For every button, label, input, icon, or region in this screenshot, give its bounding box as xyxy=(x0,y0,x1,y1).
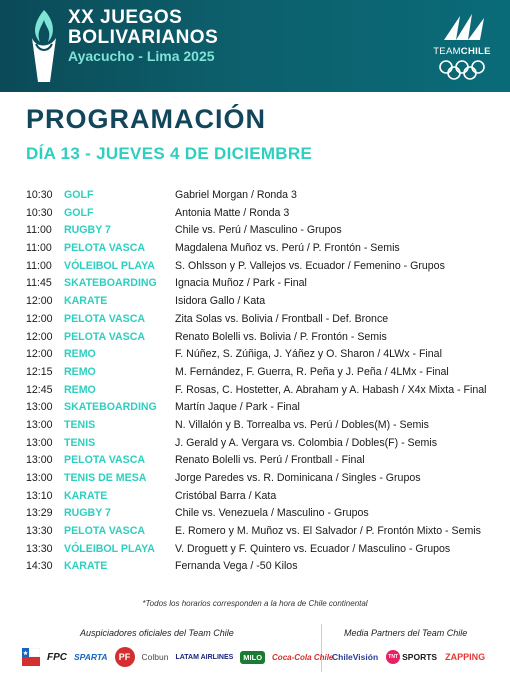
schedule-time: 12:00 xyxy=(26,330,53,343)
schedule-event: Antonia Matte / Ronda 3 xyxy=(175,206,290,219)
schedule-row xyxy=(26,541,504,559)
schedule-time: 12:45 xyxy=(26,383,53,396)
schedule-event: Chile vs. Perú / Masculino - Grupos xyxy=(175,224,342,237)
schedule-time: 13:00 xyxy=(26,454,53,467)
schedule-sport: TENIS xyxy=(64,436,96,449)
page-title: PROGRAMACIÓN xyxy=(26,104,266,134)
schedule-sport: PELOTA VASCA xyxy=(64,454,146,467)
schedule-time: 11:45 xyxy=(26,277,52,290)
sponsor-fpc-logo: FPC xyxy=(47,651,67,663)
schedule-row xyxy=(26,240,504,258)
schedule-event: M. Fernández, F. Guerra, R. Peña y J. Peña / 4LMx - Final xyxy=(175,365,449,378)
schedule-sport: TENIS DE MESA xyxy=(64,472,147,484)
games-title xyxy=(68,8,218,65)
schedule-sport: RUGBY 7 xyxy=(64,224,111,237)
schedule-time: 11:00 xyxy=(26,259,52,272)
schedule-sport: REMO xyxy=(64,365,96,378)
schedule-time: 12:15 xyxy=(26,365,53,378)
schedule-row xyxy=(26,222,504,240)
schedule-sport: TENIS xyxy=(64,418,96,431)
schedule-row xyxy=(26,205,504,223)
schedule-sport: REMO xyxy=(64,383,96,396)
schedule-event: Chile vs. Venezuela / Masculino - Grupos xyxy=(175,507,369,520)
schedule-sport: PELOTA VASCA xyxy=(64,242,146,255)
schedule-row xyxy=(26,187,504,205)
schedule-event: Martín Jaque / Park - Final xyxy=(175,401,300,414)
schedule-time: 11:00 xyxy=(26,242,52,255)
schedule-row xyxy=(26,258,504,276)
team-chile-prefix: TEAM xyxy=(433,46,461,57)
sponsor-pf-logo: PF xyxy=(115,647,135,667)
schedule-sport: VÓLEIBOL PLAYA xyxy=(64,259,155,272)
media-partners-label: Media Partners del Team Chile xyxy=(344,628,468,638)
schedule-event: Cristóbal Barra / Kata xyxy=(175,489,277,502)
schedule-time: 13:00 xyxy=(26,401,53,414)
torch-logo-icon xyxy=(26,8,62,84)
chile-government-flag-icon xyxy=(22,648,40,666)
schedule-row xyxy=(26,470,504,488)
tnt-sports-text: SPORTS xyxy=(402,652,438,662)
schedule-sport: REMO xyxy=(64,348,96,361)
schedule-time: 13:10 xyxy=(26,489,53,502)
schedule-event: Jorge Paredes vs. R. Dominicana / Singles - Grupos xyxy=(175,472,421,484)
schedule-time: 13:00 xyxy=(26,436,53,449)
schedule-time: 12:00 xyxy=(26,312,53,325)
timezone-note: *Todos los horarios corresponden a la hora de Chile continental xyxy=(142,599,368,608)
schedule-sport: KARATE xyxy=(64,489,108,502)
schedule-sport: RUGBY 7 xyxy=(64,507,111,520)
games-title-line1: XX JUEGOS xyxy=(68,7,183,28)
schedule-row xyxy=(26,346,504,364)
schedule-event: Zita Solas vs. Bolivia / Frontball - Def. Bronce xyxy=(175,312,389,325)
schedule-time: 13:30 xyxy=(26,542,53,555)
schedule-event: Renato Bolelli vs. Bolivia / P. Frontón - Semis xyxy=(175,330,387,343)
schedule-event: Magdalena Muñoz vs. Perú / P. Frontón - Semis xyxy=(175,242,400,255)
schedule-row xyxy=(26,364,504,382)
schedule-row xyxy=(26,523,504,541)
schedule-event: Ignacia Muñoz / Park - Final xyxy=(175,277,307,290)
schedule-event: J. Gerald y A. Vergara vs. Colombia / Dobles(F) - Semis xyxy=(175,436,437,449)
schedule-sport: VÓLEIBOL PLAYA xyxy=(64,542,155,555)
schedule-row xyxy=(26,293,504,311)
schedule-time: 14:30 xyxy=(26,560,53,573)
schedule-sport: SKATEBOARDING xyxy=(64,401,157,414)
media-tnt-sports-logo xyxy=(386,650,437,664)
sponsor-coca-cola-logo: Coca-Cola Chile xyxy=(272,652,334,662)
schedule-row xyxy=(26,399,504,417)
header-banner xyxy=(0,0,510,92)
schedule-time: 12:00 xyxy=(26,295,53,308)
schedule-event: Isidora Gallo / Kata xyxy=(175,295,266,308)
schedule-row xyxy=(26,417,504,435)
media-zapping-logo: ZAPPING xyxy=(445,652,486,662)
media-chilevision-logo: ChileVisión xyxy=(332,652,379,662)
schedule-time: 13:29 xyxy=(26,507,53,520)
schedule-sport: KARATE xyxy=(64,560,108,573)
sponsor-latam-logo: LATAM AIRLINES xyxy=(175,653,234,661)
page-subtitle: DÍA 13 - JUEVES 4 DE DICIEMBRE xyxy=(26,144,313,163)
schedule-sport: GOLF xyxy=(64,189,94,201)
team-chile-wordmark xyxy=(430,46,494,57)
schedule-sport: PELOTA VASCA xyxy=(64,525,146,538)
schedule-time: 13:30 xyxy=(26,525,53,538)
schedule-sport: PELOTA VASCA xyxy=(64,330,146,343)
sponsor-milo-logo: MILO xyxy=(240,651,265,664)
schedule-time: 13:00 xyxy=(26,418,53,431)
schedule-sport: PELOTA VASCA xyxy=(64,312,146,325)
schedule-time: 10:30 xyxy=(26,189,53,201)
schedule-sport: GOLF xyxy=(64,206,94,219)
sponsor-logos xyxy=(22,646,333,668)
schedule-event: N. Villalón y B. Torrealba vs. Perú / Dobles(M) - Semis xyxy=(175,418,429,431)
sponsor-sparta-logo: SPARTA xyxy=(74,652,108,662)
schedule-event: Gabriel Morgan / Ronda 3 xyxy=(175,189,297,201)
schedule-event: F. Núñez, S. Zúñiga, J. Yáñez y O. Sharon / 4LWx - Final xyxy=(175,348,442,361)
schedule-time: 13:00 xyxy=(26,472,53,484)
olympic-rings-icon xyxy=(438,60,486,80)
schedule-event: Renato Bolelli vs. Perú / Frontball - Final xyxy=(175,454,365,467)
sponsor-colbun-logo: Colbun xyxy=(141,652,169,662)
schedule-event: F. Rosas, C. Hostetter, A. Abraham y A. Habash / X4x Mixta - Final xyxy=(175,383,487,396)
schedule-list xyxy=(26,187,504,576)
schedule-event: V. Droguett y F. Quintero vs. Ecuador / Masculino - Grupos xyxy=(175,542,451,555)
schedule-row xyxy=(26,558,504,576)
schedule-row xyxy=(26,435,504,453)
schedule-event: E. Romero y M. Muñoz vs. El Salvador / P. Frontón Mixto - Semis xyxy=(175,525,481,538)
schedule-row xyxy=(26,275,504,293)
schedule-time: 10:30 xyxy=(26,206,53,219)
schedule-time: 12:00 xyxy=(26,348,53,361)
schedule-row xyxy=(26,452,504,470)
team-chile-logo xyxy=(430,10,494,82)
schedule-sport: KARATE xyxy=(64,295,108,308)
schedule-row xyxy=(26,488,504,506)
tnt-badge: TNT xyxy=(386,650,400,664)
sponsors-label: Auspiciadores oficiales del Team Chile xyxy=(80,628,234,638)
team-chile-wings-icon xyxy=(430,10,494,44)
schedule-time: 11:00 xyxy=(26,224,52,237)
schedule-row xyxy=(26,382,504,400)
schedule-event: S. Ohlsson y P. Vallejos vs. Ecuador / Femenino - Grupos xyxy=(175,259,445,272)
team-chile-name: CHILE xyxy=(460,46,491,57)
schedule-row xyxy=(26,329,504,347)
schedule-sport: SKATEBOARDING xyxy=(64,277,157,290)
schedule-event: Fernanda Vega / -50 Kilos xyxy=(175,560,298,573)
media-partner-logos xyxy=(332,646,485,668)
games-title-line2: BOLIVARIANOS xyxy=(68,27,219,48)
schedule-row xyxy=(26,505,504,523)
schedule-row xyxy=(26,311,504,329)
games-title-line3: Ayacucho - Lima 2025 xyxy=(68,48,215,64)
